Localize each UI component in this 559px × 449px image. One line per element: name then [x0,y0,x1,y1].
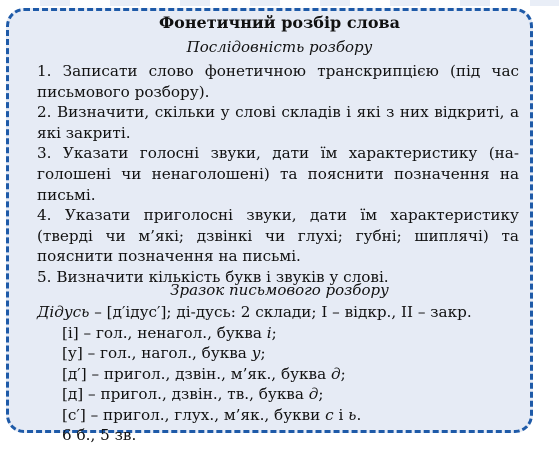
steps-list [37,61,519,288]
sound-letter: с [325,405,334,424]
step-1: 1. Записати слово фонетичною транскрипцією (під час письмового розбору). [37,62,519,101]
sample-heading: Зразок письмового розбору [170,281,389,299]
order-heading: Послідовність розбору [186,38,373,56]
letter-sound-total: 6 б., 5 зв. [62,426,137,444]
sound-line [37,405,522,426]
sound-desc: – гол., нагол., буква [82,344,252,362]
sound-letter: у [251,344,261,362]
sound-tail-2: . [356,405,362,424]
sound-tail: ; [318,385,324,403]
sound-tail: і [333,405,349,424]
sound-letter: д [308,385,319,403]
sound: [д′] [62,364,87,383]
sound-line [37,364,522,385]
top-strip [0,0,559,6]
sound-tail: ; [260,344,266,362]
sound-desc: – гол., ненагол., буква [78,323,267,342]
example-word-line [37,302,522,323]
sound-letter: і [266,323,272,342]
sound-desc: – пригол., дзвін., м’як., буква [86,364,331,383]
sound-line [37,384,522,405]
sound: [с′] [62,405,86,424]
page-title: Фонетичний розбір слова [158,13,400,32]
example-analysis [37,302,522,446]
sound-line [37,323,522,344]
sound: [у] [62,344,83,362]
step-2: 2. Визначити, скільки у слові складів і які з них відкриті, а які закриті. [37,103,519,142]
step-3: 3. Указати голосні звуки, дати їм характеристику (наголошені чи ненаголошені) та пояснити позначення на письмі. [37,144,519,204]
example-word: Дідусь [37,303,90,321]
sound-tail: ; [271,323,277,342]
sound: [і] [62,323,79,342]
sound-desc: – пригол., дзвін., тв., буква [83,385,309,403]
sound-line [37,343,522,364]
sound-tail: ; [340,364,346,383]
step-4: 4. Указати приголосні звуки, дати їм характеристику (тверді чи м’які; дзвінкі чи глухі; губні; шиплячі) та пояснити позначення на письмі. [37,206,519,266]
step-5: 5. Визначити кількість букв і звуків у слові. [37,267,389,286]
sound-letter: д [330,364,341,383]
example-transcription: – [д′ідус′]; ді-дусь: 2 склади; I – відкр., II – закр. [89,303,472,321]
sound-desc: – пригол., глух., м’як., букви [85,405,326,424]
sound: [д] [62,385,84,403]
sound-letter-2: ь [348,405,357,424]
